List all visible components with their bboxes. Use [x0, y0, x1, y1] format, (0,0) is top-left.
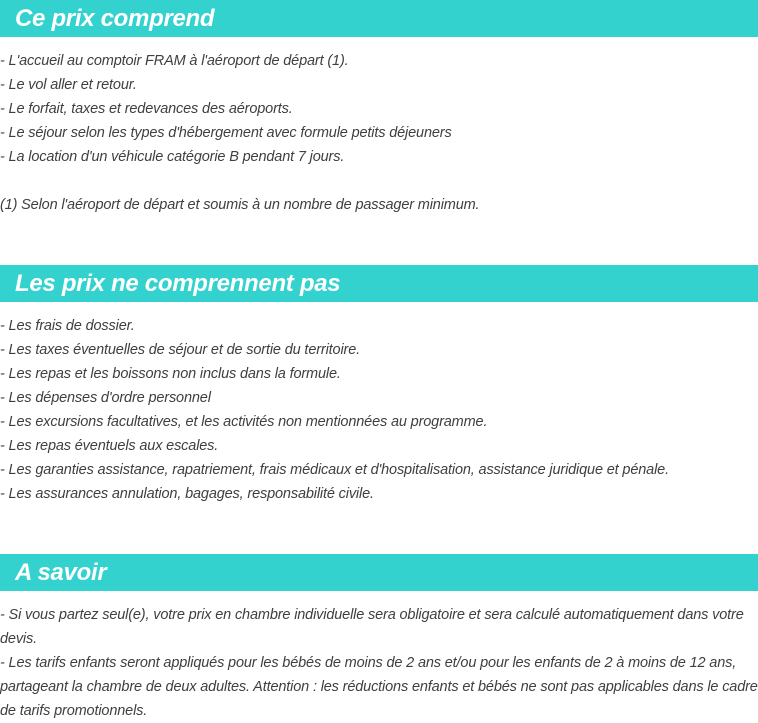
- section-header: [0, 265, 758, 302]
- paragraph: - Les tarifs enfants seront appliqués pour les bébés de moins de 2 ans et/ou pour les enfants de 2 à moins de 12 ans, partageant la chambre de deux adultes. Attention : les réductions enfants et bébés ne sont pas applicables dans le cadre de tarifs promotionnels.: [0, 655, 758, 719]
- section-body: [0, 302, 758, 506]
- section-price-includes: [0, 0, 758, 217]
- section-good-to-know: [0, 554, 758, 723]
- list-item: - Les dépenses d'ordre personnel: [0, 390, 211, 406]
- section-title: Les prix ne comprennent pas: [15, 269, 341, 297]
- spacer: [0, 169, 758, 193]
- section-body: [0, 37, 758, 217]
- list-item: - Les repas éventuels aux escales.: [0, 438, 219, 454]
- paragraph: - Si vous partez seul(e), votre prix en chambre individuelle sera obligatoire et sera calculé automatiquement dans votre devis.: [0, 607, 744, 647]
- list-item: - Les assurances annulation, bagages, responsabilité civile.: [0, 486, 374, 502]
- list-item: - Les garanties assistance, rapatriement, frais médicaux et d'hospitalisation, assistance juridique et pénale.: [0, 462, 669, 478]
- list-item: - Le forfait, taxes et redevances des aéroports.: [0, 101, 293, 117]
- section-price-excludes: [0, 265, 758, 506]
- list-item: - L'accueil au comptoir FRAM à l'aéroport de départ (1).: [0, 53, 349, 69]
- section-title: Ce prix comprend: [15, 4, 215, 32]
- list-item: - La location d'un véhicule catégorie B pendant 7 jours.: [0, 149, 345, 165]
- list-item: - Les excursions facultatives, et les activités non mentionnées au programme.: [0, 414, 488, 430]
- list-item: - Les taxes éventuelles de séjour et de sortie du territoire.: [0, 342, 360, 358]
- list-item: - Le vol aller et retour.: [0, 77, 137, 93]
- list-item: - Les repas et les boissons non inclus dans la formule.: [0, 366, 341, 382]
- section-header: [0, 0, 758, 37]
- section-body: [0, 591, 758, 723]
- section-title: A savoir: [15, 558, 107, 586]
- list-item: - Les frais de dossier.: [0, 318, 135, 334]
- list-item: - Le séjour selon les types d'hébergement avec formule petits déjeuners: [0, 125, 452, 141]
- section-header: [0, 554, 758, 591]
- footnote: (1) Selon l'aéroport de départ et soumis à un nombre de passager minimum.: [0, 197, 480, 213]
